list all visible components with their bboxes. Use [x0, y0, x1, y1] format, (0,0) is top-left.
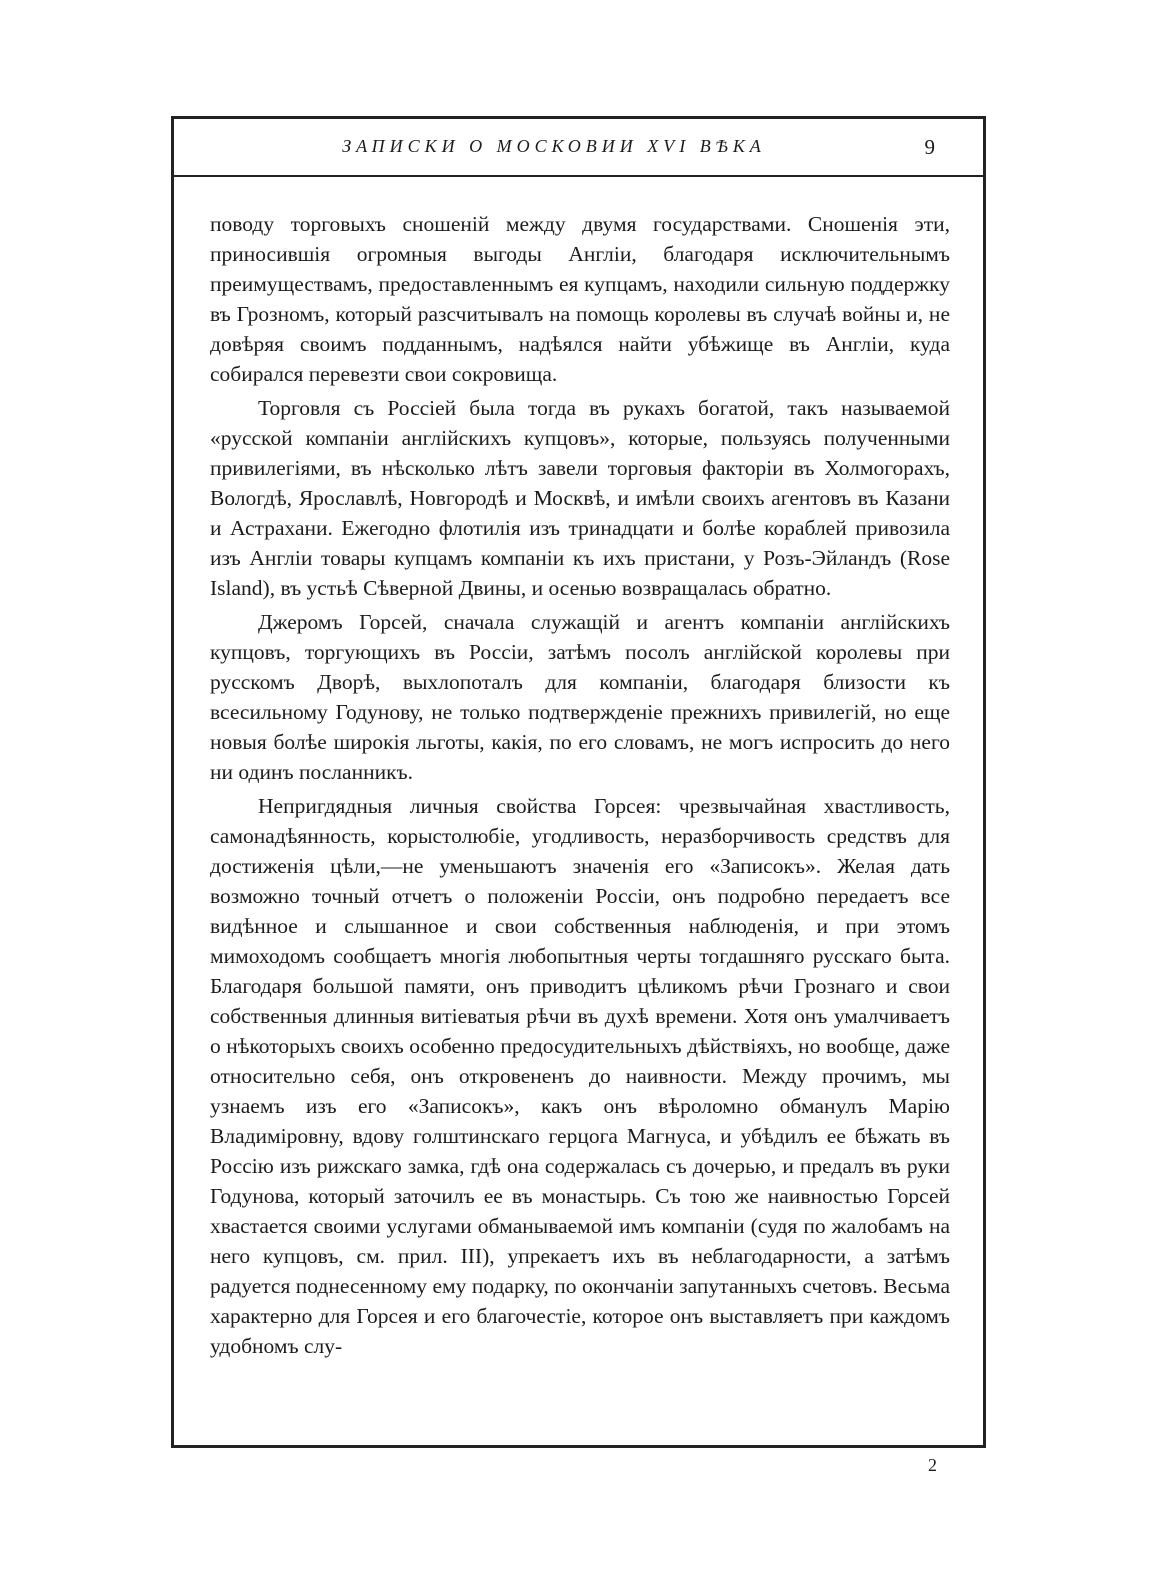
paragraph: Непригдядныя личныя свойства Горсея: чрезвычайная хвастливость, самонадѣянность, корыстолюбіе, угодливость, неразборчивость средствъ для достиженія цѣли,—не уменьшаютъ значенія его «Записокъ». Желая дать возможно точный отчетъ о положеніи Россіи, онъ подробно передаетъ все видѣнное и слышанное и свои собственныя наблюденія, и при этомъ мимоходомъ сообщаетъ многія любопытныя черты тогдашняго русскаго быта. Благодаря большой памяти, онъ приводитъ цѣликомъ рѣчи Грознаго и свои собственныя длинныя витіеватыя рѣчи въ духѣ времени. Хотя онъ умалчиваетъ о нѣкоторыхъ своихъ особенно предосудительныхъ дѣйствіяхъ, но вообще, даже относительно себя, онъ откровененъ до наивности. Между прочимъ, мы узнаемъ изъ его «Записокъ», какъ онъ вѣроломно обманулъ Марію Владиміровну, вдову голштинскаго герцога Магнуса, и убѣдилъ ее бѣжать въ Россію изъ рижскаго замка, гдѣ она содержалась съ дочерью, и предалъ въ руки Годунова, который заточилъ ее въ монастырь. Съ тою же наивностью Горсей хвастается своими услугами обманываемой имъ компаніи (судя по жалобамъ на него купцовъ, см. прил. III), упрекаетъ ихъ въ неблагодарности, а затѣмъ радуется поднесенному ему подарку, по окончаніи запутанныхъ счетовъ. Весьма характерно для Горсея и его благочестіе, которое онъ выставляетъ при каждомъ удобномъ слу- — [210, 794, 950, 1358]
page-frame — [171, 116, 986, 1448]
signature-mark: 2 — [928, 1455, 937, 1475]
page-number: 9 — [924, 135, 935, 159]
paragraph: поводу торговыхъ сношеній между двумя государствами. Сношенія эти, приносившія огромныя выгоды Англіи, благодаря исключительнымъ преимуществамъ, предоставленнымъ ея купцамъ, находили сильную поддержку въ Грозномъ, который разсчитывалъ на помощь королевы въ случаѣ войны и, не довѣряя своимъ подданнымъ, надѣялся найти убѣжище въ Англіи, куда собирался перевезти свои сокровища. — [210, 212, 950, 386]
running-title: ЗАПИСКИ О МОСКОВИИ XVI ВѢКА — [342, 136, 766, 156]
running-header — [174, 119, 983, 177]
paragraph: Торговля съ Россіей была тогда въ рукахъ богатой, такъ называемой «русской компаніи англійскихъ купцовъ», которые, пользуясь полученными привилегіями, въ нѣсколько лѣтъ завели торговыя факторіи въ Холмогорахъ, Вологдѣ, Ярославлѣ, Новгородѣ и Москвѣ, и имѣли своихъ агентовъ въ Казани и Астрахани. Ежегодно флотилія изъ тринадцати и болѣе кораблей привозила изъ Англіи товары купцамъ компаніи къ ихъ пристани, у Розъ-Эйландъ (Rose Island), въ устьѣ Сѣверной Двины, и осенью возвращалась обратно. — [210, 396, 950, 600]
paragraph: Джеромъ Горсей, сначала служащій и агентъ компаніи англійскихъ купцовъ, торгующихъ въ Россіи, затѣмъ посолъ англійской королевы при русскомъ Дворѣ, выхлопоталъ для компаніи, благодаря близости къ всесильному Годунову, не только подтвержденіе прежнихъ привилегій, но еще новыя болѣе широкія льготы, какія, по его словамъ, не могъ испросить до него ни одинъ посланникъ. — [210, 610, 950, 784]
body-text — [210, 209, 950, 1365]
